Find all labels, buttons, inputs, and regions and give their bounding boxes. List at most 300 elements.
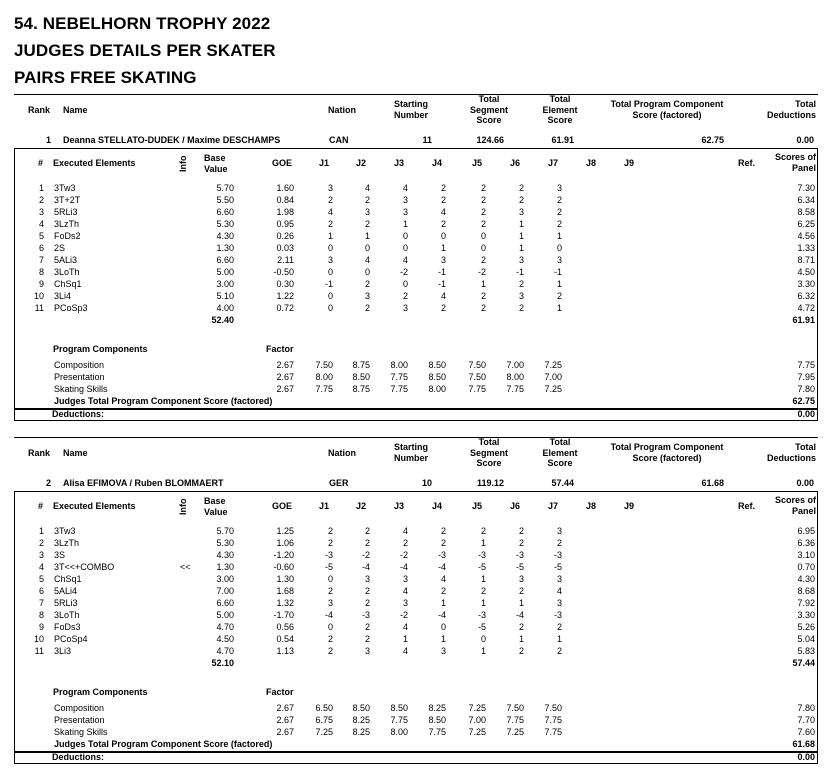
element-base-value: 4.70	[216, 646, 234, 656]
judge-header-j7: J7	[547, 501, 558, 511]
element-number: 3	[38, 207, 44, 217]
elements-box	[14, 491, 818, 753]
element-panel-score: 7.92	[797, 598, 815, 608]
judge-score: 0	[327, 267, 333, 277]
judge-score: 0	[364, 243, 370, 253]
rank-header	[28, 448, 58, 459]
element-base-value: 1.30	[216, 562, 234, 572]
judge-score: 4	[327, 207, 333, 217]
component-judge-score: 7.75	[390, 715, 408, 725]
starting-number-header-line: Number	[393, 109, 428, 120]
judge-score: 2	[364, 195, 370, 205]
starting-number-header	[384, 99, 438, 120]
judge-score: 2	[327, 538, 333, 548]
judge-header-j9: J9	[623, 158, 634, 168]
judge-score: 2	[518, 646, 524, 656]
component-judge-score: 8.50	[352, 703, 370, 713]
element-row	[15, 550, 817, 562]
element-code: ChSq1	[54, 279, 82, 289]
judge-score: 2	[364, 526, 370, 536]
scores-of-panel-header	[760, 495, 816, 516]
judge-score: 0	[327, 622, 333, 632]
judge-score: -2	[399, 610, 408, 620]
judge-score: -3	[361, 610, 370, 620]
judges-total-label: Judges Total Program Component Score (factored)	[54, 396, 273, 406]
element-panel-score: 4.72	[797, 303, 815, 313]
num-header: #	[38, 158, 44, 168]
header-top-rule	[14, 94, 818, 95]
element-code: FoDs3	[54, 622, 81, 632]
judge-header-j4: J4	[431, 501, 442, 511]
base-value-header-line: Value	[204, 506, 228, 517]
judge-score: 2	[327, 586, 333, 596]
skater-deductions: 0.00	[796, 135, 814, 145]
judge-score: -3	[515, 550, 524, 560]
deductions-header-line: Total	[795, 99, 816, 109]
pcs-total: 61.68	[792, 739, 815, 749]
element-panel-score: 4.56	[797, 231, 815, 241]
starting-number-header-line: Starting	[393, 442, 428, 452]
base-value-header-line: Base	[204, 496, 226, 506]
pcs-header-line: Score (factored)	[632, 109, 702, 120]
nation-header	[314, 105, 370, 116]
element-code: 3T+2T	[54, 195, 81, 205]
judge-score: -3	[477, 550, 486, 560]
element-panel-score: 5.04	[797, 634, 815, 644]
judge-score: 3	[402, 303, 408, 313]
element-number: 1	[38, 526, 44, 536]
judge-score: -5	[477, 622, 486, 632]
judge-score: 1	[518, 231, 524, 241]
judge-score: 1	[480, 538, 486, 548]
component-judge-score: 7.75	[315, 384, 333, 394]
factor-header: Factor	[266, 344, 294, 354]
judge-score: 2	[518, 195, 524, 205]
element-code: 5RLi3	[54, 207, 78, 217]
name-header	[63, 105, 123, 116]
name-header	[63, 448, 123, 459]
nation-header-line: Nation	[328, 448, 356, 458]
component-panel-score: 7.60	[797, 727, 815, 737]
skater-element-score: 57.44	[551, 478, 574, 488]
element-number: 2	[38, 538, 44, 548]
element-row	[15, 207, 817, 219]
component-judge-score: 8.50	[428, 715, 446, 725]
judge-header-j4: J4	[431, 158, 442, 168]
component-judge-score: 7.25	[506, 727, 524, 737]
component-factor: 2.67	[276, 372, 294, 382]
judge-score: 2	[364, 634, 370, 644]
judge-score: 2	[518, 538, 524, 548]
judge-score: -3	[324, 550, 333, 560]
element-base-value: 4.70	[216, 622, 234, 632]
component-judge-score: 7.25	[315, 727, 333, 737]
skater-nation: CAN	[329, 135, 349, 145]
element-code: PCoSp3	[54, 303, 88, 313]
component-judge-score: 7.00	[544, 372, 562, 382]
element-base-value: 3.00	[216, 279, 234, 289]
element-code: 5ALi3	[54, 255, 78, 265]
judge-score: -1	[553, 267, 562, 277]
judge-score: 2	[402, 291, 408, 301]
component-row	[15, 715, 817, 727]
component-factor: 2.67	[276, 703, 294, 713]
judge-score: 0	[402, 231, 408, 241]
element-base-value: 4.50	[216, 634, 234, 644]
judge-score: 4	[440, 207, 446, 217]
pcs-total: 62.75	[792, 396, 815, 406]
judge-score: 2	[440, 586, 446, 596]
element-base-value: 5.00	[216, 267, 234, 277]
tes-total: 57.44	[792, 658, 815, 668]
skater-block	[14, 94, 818, 424]
element-goe: 2.11	[277, 255, 294, 265]
component-factor: 2.67	[276, 715, 294, 725]
deductions-header-line: Deductions	[766, 109, 816, 120]
judge-score: 2	[440, 219, 446, 229]
judge-score: 2	[327, 646, 333, 656]
element-base-value: 4.30	[216, 231, 234, 241]
judge-score: 3	[402, 598, 408, 608]
component-judge-score: 7.25	[468, 727, 486, 737]
element-base-value: 5.70	[216, 526, 234, 536]
component-judge-score: 8.75	[352, 384, 370, 394]
element-number: 5	[38, 574, 44, 584]
base-value-header	[204, 496, 244, 517]
judge-score: 4	[402, 622, 408, 632]
element-row	[15, 622, 817, 634]
element-panel-score: 8.68	[797, 586, 815, 596]
tes-total: 61.91	[792, 315, 815, 325]
judge-header-j2: J2	[355, 501, 366, 511]
judge-score: 1	[440, 598, 446, 608]
judge-score: 2	[480, 255, 486, 265]
skater-segment-score: 119.12	[476, 478, 504, 488]
judge-score: 3	[556, 526, 562, 536]
skater-segment-score: 124.66	[476, 135, 504, 145]
judge-score: 2	[364, 219, 370, 229]
element-number: 8	[38, 267, 44, 277]
scores-of-panel-header	[760, 152, 816, 173]
element-code: PCoSp4	[54, 634, 88, 644]
judge-score: 0	[556, 243, 562, 253]
judge-score: 2	[518, 586, 524, 596]
element-panel-score: 4.30	[797, 574, 815, 584]
judge-score: 2	[556, 291, 562, 301]
component-judge-score: 7.75	[390, 384, 408, 394]
skater-element-score: 61.91	[551, 135, 574, 145]
judge-score: 3	[327, 598, 333, 608]
judges-total-label: Judges Total Program Component Score (factored)	[54, 739, 273, 749]
rank-header-line: Rank	[28, 105, 51, 115]
element-base-value: 5.70	[216, 183, 234, 193]
component-judge-score: 7.75	[390, 372, 408, 382]
skater-pcs: 62.75	[701, 135, 724, 145]
element-row	[15, 562, 817, 574]
pcs-header-line: Total Program Component	[610, 442, 724, 452]
judge-score: 1	[518, 634, 524, 644]
name-header-line: Name	[63, 105, 88, 115]
component-judge-score: 7.25	[544, 360, 562, 370]
element-panel-score: 7.30	[797, 183, 815, 193]
component-judge-score: 8.75	[352, 360, 370, 370]
component-factor: 2.67	[276, 360, 294, 370]
judge-score: 2	[480, 291, 486, 301]
judge-score: 1	[440, 243, 446, 253]
component-judge-score: 8.50	[428, 360, 446, 370]
judge-score: 2	[364, 598, 370, 608]
element-base-value: 6.60	[216, 598, 234, 608]
base-value-total: 52.10	[211, 658, 234, 668]
component-panel-score: 7.70	[797, 715, 815, 725]
element-goe: 0.95	[276, 219, 294, 229]
judge-score: 3	[556, 183, 562, 193]
element-number: 9	[38, 279, 44, 289]
element-base-value: 4.00	[216, 303, 234, 313]
judge-header-j3: J3	[393, 158, 404, 168]
pcs-header	[592, 442, 742, 463]
judge-header-j5: J5	[471, 501, 482, 511]
judge-score: 4	[440, 291, 446, 301]
starting-number-header-line: Starting	[393, 99, 428, 109]
component-name: Presentation	[54, 715, 105, 725]
judge-score: 3	[518, 574, 524, 584]
judge-score: 0	[327, 574, 333, 584]
element-base-value: 5.00	[216, 610, 234, 620]
component-panel-score: 7.95	[797, 372, 815, 382]
element-goe: 0.26	[276, 231, 294, 241]
judge-score: 3	[364, 291, 370, 301]
component-judge-score: 8.00	[428, 384, 446, 394]
judge-score: -5	[553, 562, 562, 572]
element-code: 3Li4	[54, 291, 72, 301]
element-number: 4	[38, 562, 44, 572]
judge-score: 3	[327, 255, 333, 265]
component-judge-score: 7.00	[506, 360, 524, 370]
component-name: Presentation	[54, 372, 105, 382]
skater-nation: GER	[329, 478, 349, 488]
deductions-header	[744, 442, 816, 463]
nation-header-line: Nation	[328, 105, 356, 115]
component-name: Skating Skills	[54, 384, 108, 394]
deductions-box	[14, 751, 818, 764]
info-header: Info	[178, 155, 188, 172]
segment-score-header-line: Score	[476, 115, 502, 125]
pcs-header	[592, 99, 742, 120]
judge-score: 0	[327, 291, 333, 301]
component-judge-score: 7.50	[315, 360, 333, 370]
element-number: 9	[38, 622, 44, 632]
judge-score: 0	[327, 303, 333, 313]
element-code: 3LzTh	[54, 219, 80, 229]
judge-score: 1	[440, 634, 446, 644]
component-judge-score: 7.75	[544, 727, 562, 737]
judge-score: -3	[437, 550, 446, 560]
judge-score: 2	[327, 219, 333, 229]
elements-box	[14, 148, 818, 410]
judge-score: 1	[518, 219, 524, 229]
element-code: 2S	[54, 243, 66, 253]
program-components-header: Program Components	[53, 687, 148, 697]
element-row	[15, 291, 817, 303]
judge-score: 3	[402, 207, 408, 217]
judge-score: 0	[402, 279, 408, 289]
element-row	[15, 634, 817, 646]
judge-score: 4	[364, 183, 370, 193]
component-judge-score: 7.25	[468, 703, 486, 713]
judge-score: 1	[556, 303, 562, 313]
element-goe: 0.03	[276, 243, 294, 253]
element-number: 7	[38, 598, 44, 608]
judge-score: 1	[480, 279, 486, 289]
judge-score: 2	[556, 538, 562, 548]
element-base-value: 5.30	[216, 538, 234, 548]
skater-starting-number: 10	[421, 478, 432, 488]
scores-of-panel-header-line: Panel	[791, 505, 816, 516]
element-base-value: 6.60	[216, 207, 234, 217]
element-goe: 1.60	[276, 183, 294, 193]
element-row	[15, 303, 817, 315]
header-top-rule	[14, 437, 818, 438]
component-name: Composition	[54, 703, 105, 713]
element-code: FoDs2	[54, 231, 81, 241]
component-judge-score: 8.50	[390, 703, 408, 713]
judge-score: -4	[515, 610, 524, 620]
executed-elements-header: Executed Elements	[53, 501, 136, 511]
judge-score: -2	[477, 267, 486, 277]
component-row	[15, 384, 817, 396]
component-judge-score: 8.00	[506, 372, 524, 382]
segment-score-header	[454, 437, 524, 469]
judge-header-j9: J9	[623, 501, 634, 511]
judge-score: 2	[480, 195, 486, 205]
deductions-header-line: Total	[795, 442, 816, 452]
component-judge-score: 7.50	[468, 372, 486, 382]
judge-score: 3	[402, 195, 408, 205]
element-goe: -0.60	[273, 562, 294, 572]
judge-score: 2	[402, 538, 408, 548]
segment-score-header	[454, 94, 524, 126]
element-row	[15, 526, 817, 538]
element-number: 11	[34, 646, 44, 656]
element-panel-score: 6.36	[797, 538, 815, 548]
component-judge-score: 7.25	[544, 384, 562, 394]
element-panel-score: 5.26	[797, 622, 815, 632]
element-row	[15, 231, 817, 243]
scores-of-panel-header-line: Scores of	[774, 152, 816, 162]
component-judge-score: 8.25	[352, 727, 370, 737]
element-base-value: 7.00	[216, 586, 234, 596]
judge-header-j7: J7	[547, 158, 558, 168]
judge-score: 2	[518, 303, 524, 313]
judge-score: -4	[437, 610, 446, 620]
component-judge-score: 8.25	[428, 703, 446, 713]
element-panel-score: 5.83	[797, 646, 815, 656]
judge-score: 3	[518, 255, 524, 265]
judge-score: -2	[399, 550, 408, 560]
component-judge-score: 7.50	[468, 360, 486, 370]
segment-score-header-line: Segment	[469, 104, 508, 115]
ref-header: Ref.	[738, 158, 756, 168]
judge-score: 2	[556, 195, 562, 205]
judge-score: 2	[480, 183, 486, 193]
judge-score: 3	[556, 255, 562, 265]
judge-score: 2	[556, 622, 562, 632]
element-panel-score: 6.95	[797, 526, 815, 536]
skater-rank: 1	[46, 135, 52, 145]
element-number: 8	[38, 610, 44, 620]
judge-score: 3	[402, 574, 408, 584]
element-row	[15, 610, 817, 622]
component-judge-score: 7.50	[506, 703, 524, 713]
element-code: 5ALi4	[54, 586, 78, 596]
element-row	[15, 586, 817, 598]
component-judge-score: 7.75	[506, 384, 524, 394]
judge-score: 3	[364, 207, 370, 217]
skater-name: Deanna STELLATO-DUDEK / Maxime DESCHAMPS	[63, 135, 281, 145]
element-base-value: 3.00	[216, 574, 234, 584]
skater-deductions: 0.00	[796, 478, 814, 488]
base-value-header-line: Value	[204, 163, 228, 174]
element-code: 3Tw3	[54, 183, 76, 193]
judge-score: 3	[364, 646, 370, 656]
element-number: 5	[38, 231, 44, 241]
component-row	[15, 727, 817, 739]
judge-score: 2	[327, 526, 333, 536]
rank-header-line: Rank	[28, 448, 51, 458]
segment-title: PAIRS FREE SKATING	[14, 68, 197, 87]
judge-header-j3: J3	[393, 501, 404, 511]
element-code: ChSq1	[54, 574, 82, 584]
rank-header	[28, 105, 58, 116]
element-goe: 0.72	[276, 303, 294, 313]
judge-header-j8: J8	[585, 501, 596, 511]
judge-score: 2	[518, 183, 524, 193]
element-number: 6	[38, 586, 44, 596]
component-judge-score: 8.25	[352, 715, 370, 725]
judge-score: 2	[364, 538, 370, 548]
judge-score: 2	[556, 646, 562, 656]
element-goe: 1.30	[276, 574, 294, 584]
info-header: Info	[178, 498, 188, 515]
element-score-header	[528, 94, 592, 126]
segment-score-header-line: Segment	[469, 447, 508, 458]
element-base-value: 4.30	[216, 550, 234, 560]
judge-score: 4	[402, 255, 408, 265]
judge-score: 2	[480, 526, 486, 536]
judge-header-j6: J6	[509, 158, 520, 168]
judge-score: 1	[518, 243, 524, 253]
component-judge-score: 7.50	[544, 703, 562, 713]
element-row	[15, 255, 817, 267]
judge-score: -1	[437, 279, 446, 289]
deductions-total: 0.00	[797, 752, 815, 762]
judge-score: -5	[324, 562, 333, 572]
deductions-header	[744, 99, 816, 120]
judge-score: 2	[480, 207, 486, 217]
judge-score: -1	[324, 279, 333, 289]
skater-name: Alisa EFIMOVA / Ruben BLOMMAERT	[63, 478, 224, 488]
element-goe: 1.68	[276, 586, 294, 596]
element-row	[15, 243, 817, 255]
element-score-header-line: Element	[542, 447, 578, 458]
judge-score: 2	[480, 219, 486, 229]
skater-pcs: 61.68	[701, 478, 724, 488]
judge-score: 2	[518, 526, 524, 536]
element-code: 5RLi3	[54, 598, 78, 608]
element-panel-score: 1.33	[797, 243, 815, 253]
judge-score: -4	[437, 562, 446, 572]
